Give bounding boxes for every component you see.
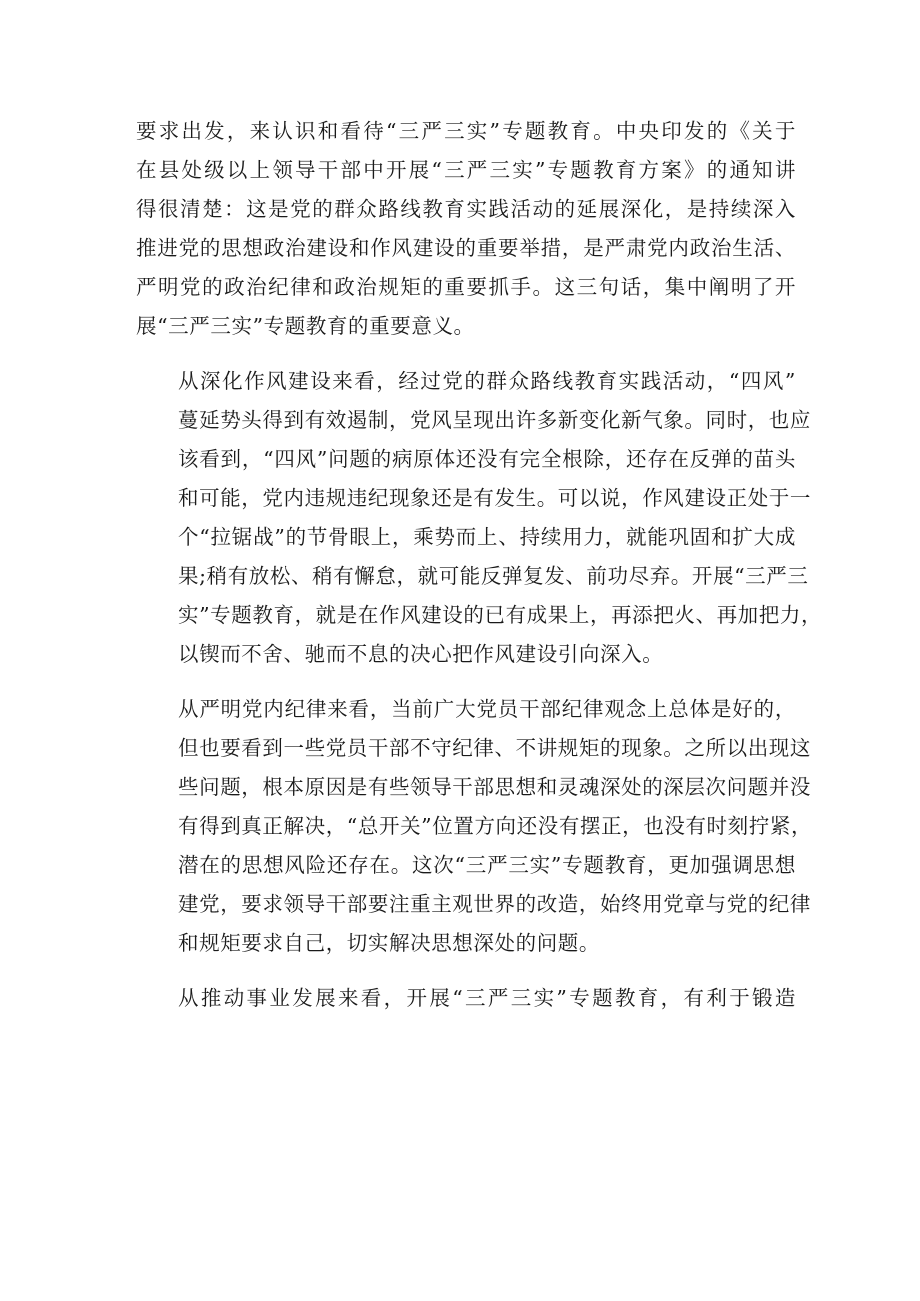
text-line: 但也要看到一些党员干部不守纪律、不讲规矩的现象。之所以出现这 [178, 736, 811, 760]
paragraph-4 [136, 979, 796, 1018]
text-line: 和可能，党内违规违纪现象还是有发生。可以说，作风建设正处于一 [178, 486, 811, 510]
text-line: 该看到，“四风”问题的病原体还没有完全根除，还存在反弹的苗头 [178, 447, 796, 471]
text-line: 和规矩要求自己，切实解决思想深处的问题。 [178, 931, 600, 955]
text-line: 蔓延势头得到有效遏制，党风呈现出许多新变化新气象。同时，也应 [178, 408, 811, 432]
text-line: 得很清楚：这是党的群众路线教育实践活动的延展深化，是持续深入 [136, 197, 796, 221]
text-line: 建党，要求领导干部要注重主观世界的改造，始终用党章与党的纪律 [178, 892, 811, 916]
text-line: 有得到真正解决，“总开关”位置方向还没有摆正，也没有时刻拧紧， [178, 814, 813, 838]
text-line: 要求出发，来认识和看待“三严三实”专题教育。中央印发的《关于 [136, 119, 796, 143]
text-line: 从推动事业发展来看，开展“三严三实”专题教育，有利于锻造 [178, 986, 796, 1010]
text-line: 严明党的政治纪律和政治规矩的重要抓手。这三句话，集中阐明了开 [136, 275, 796, 299]
paragraph-1 [136, 112, 796, 346]
paragraph-2 [136, 362, 823, 674]
text-line: 展“三严三实”专题教育的重要意义。 [136, 314, 475, 338]
text-line: 些问题，根本原因是有些领导干部思想和灵魂深处的深层次问题并没 [178, 775, 811, 799]
text-line: 从深化作风建设来看，经过党的群众路线教育实践活动，“四风” [178, 369, 796, 393]
paragraph-3 [136, 690, 813, 963]
text-line: 在县处级以上领导干部中开展“三严三实”专题教育方案》的通知讲 [136, 158, 796, 182]
text-line: 推进党的思想政治建设和作风建设的重要举措，是严肃党内政治生活、 [136, 236, 796, 260]
text-line: 实”专题教育，就是在作风建设的已有成果上，再添把火、再加把力， [178, 603, 823, 627]
text-line: 果;稍有放松、稍有懈怠，就可能反弹复发、前功尽弃。开展“三严三 [178, 564, 809, 588]
body-text [136, 112, 823, 1034]
text-line: 以锲而不舍、驰而不息的决心把作风建设引向深入。 [178, 642, 664, 666]
text-line: 个“拉锯战”的节骨眼上，乘势而上、持续用力，就能巩固和扩大成 [178, 525, 796, 549]
text-line: 潜在的思想风险还存在。这次“三严三实”专题教育，更加强调思想 [178, 853, 796, 877]
text-line: 从严明党内纪律来看，当前广大党员干部纪律观念上总体是好的， [178, 697, 796, 721]
